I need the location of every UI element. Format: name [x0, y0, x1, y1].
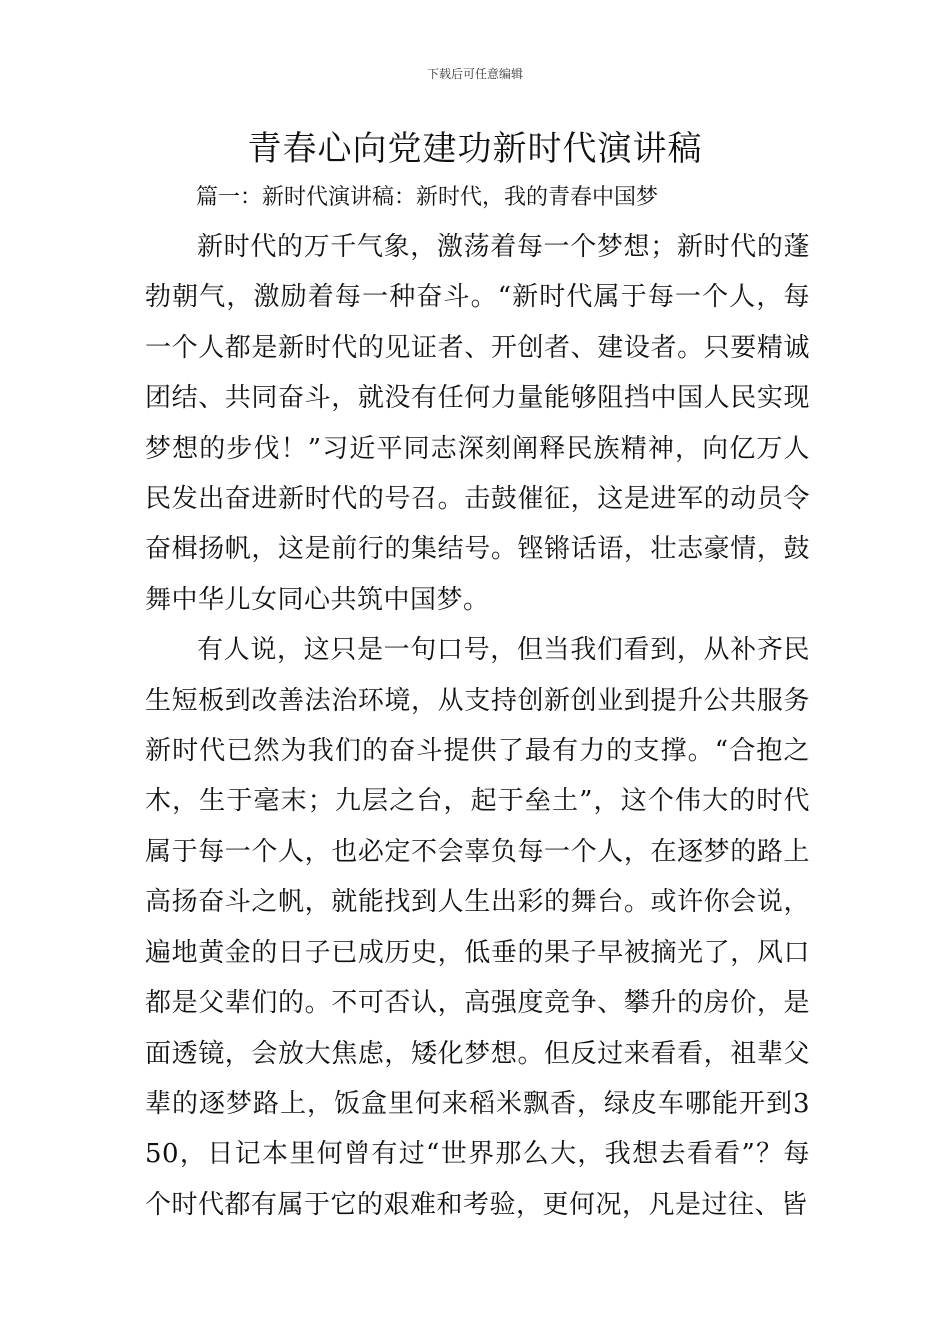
- paragraph-1: 新时代的万千气象，激荡着每一个梦想；新时代的蓬勃朝气，激励着每一种奋斗。“新时代属于每一个人，每一个人都是新时代的见证者、开创者、建设者。只要精诚团结、共同奋斗，就没有任何力量能够阻挡中国人民实现梦想的步伐！”习近平同志深刻阐释民族精神，向亿万人民发出奋进新时代的号召。击鼓催征，这是进军的动员令奋楫扬帆，这是前行的集结号。铿锵话语，壮志豪情，鼓舞中华儿女同心共筑中国梦。: [145, 232, 810, 615]
- header-note: 下载后可任意编辑: [426, 67, 523, 81]
- document-title: 青春心向党建功新时代演讲稿: [247, 129, 703, 169]
- paragraph-2: 有人说，这只是一句口号，但当我们看到，从补齐民生短板到改善法治环境，从支持创新创业到提升公共服务新时代已然为我们的奋斗提供了最有力的支撑。“合抱之木，生于毫末；九层之台，起于垒土”，这个伟大的时代属于每一个人，也必定不会辜负每一个人，在逐梦的路上高扬奋斗之帆，就能找到人生出彩的舞台。或许你会说，遍地黄金的日子已成历史，低垂的果子早被摘光了，风口都是父辈们的。不可否认，高强度竞争、攀升的房价，是面透镜，会放大焦虑，矮化梦想。但反过来看看，祖辈父辈的逐梦路上，饭盒里何来稻米飘香，绿皮车哪能开到350，日记本里何曾有过“世界那么大，我想去看看”？每个时代都有属于它的艰难和考验，更何况，凡是过往、皆: [145, 635, 810, 1220]
- document-body: [145, 222, 810, 1230]
- document-subtitle: 篇一：新时代演讲稿：新时代，我的青春中国梦: [196, 185, 659, 210]
